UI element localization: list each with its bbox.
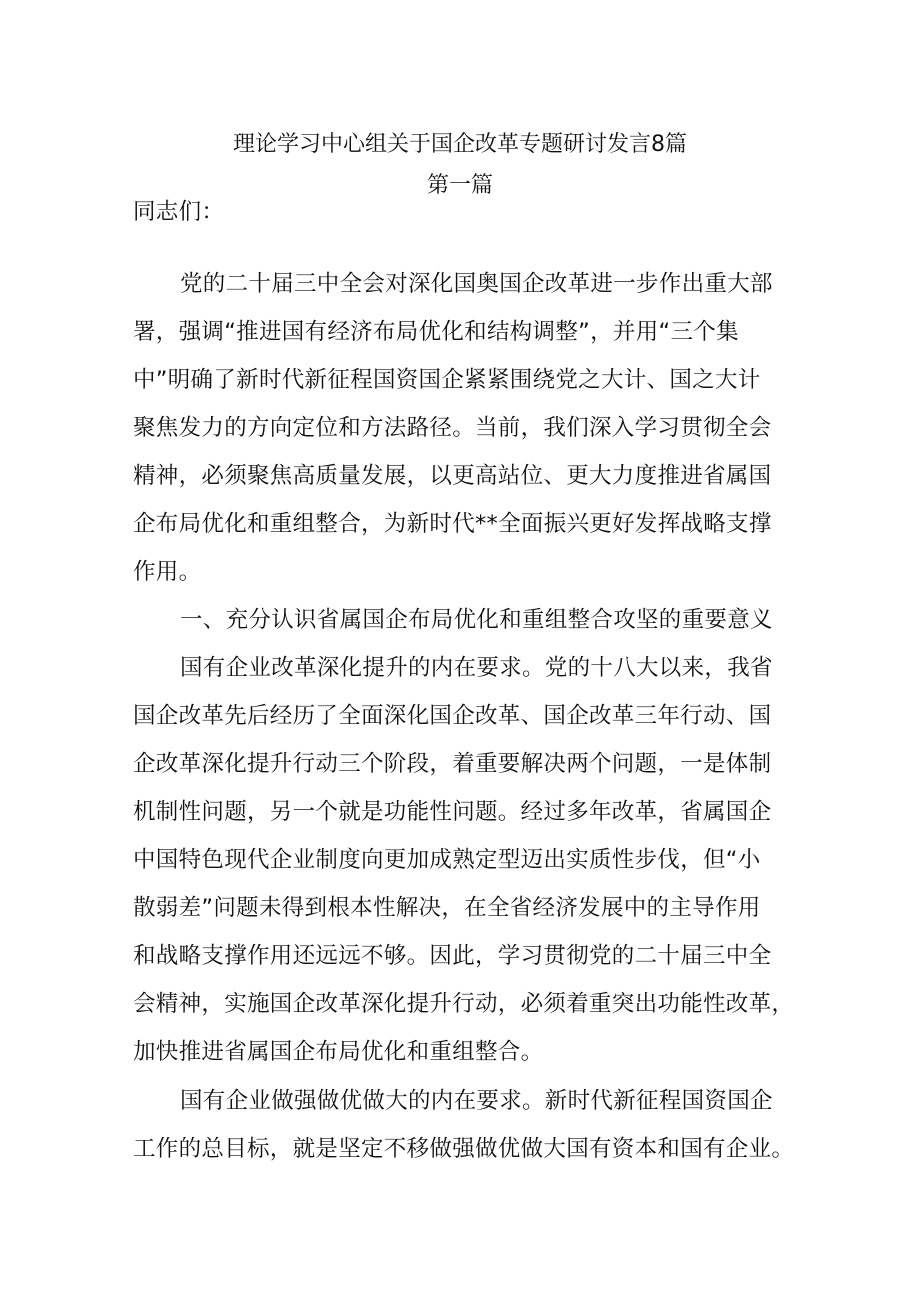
paragraph-line: 会精神，实施国企改革深化提升行动，必须着重突出功能性改革， bbox=[133, 991, 795, 1017]
section-heading-line: 一、充分认识省属国企布局优化和重组整合攻坚的重要意义 bbox=[180, 607, 773, 633]
paragraph-line: 企布局优化和重组整合，为新时代**全面振兴更好发挥战略支撑 bbox=[133, 511, 772, 537]
section-heading-1 bbox=[133, 596, 793, 644]
paragraph-line: 中”明确了新时代新征程国资国企紧紧围绕党之大计、国之大计 bbox=[133, 367, 761, 393]
paragraph-line: 散弱差”问题未得到根本性解决，在全省经济发展中的主导作用 bbox=[133, 895, 761, 921]
paragraph-line: 机制性问题，另一个就是功能性问题。经过多年改革，省属国企 bbox=[133, 799, 772, 825]
paragraph-line: 党的二十届三中全会对深化国奥国企改革进一步作出重大部 bbox=[180, 271, 773, 297]
document-subtitle: 第一篇 bbox=[426, 173, 493, 198]
paragraph-line: 和战略支撑作用还远远不够。因此，学习贯彻党的二十届三中全 bbox=[133, 943, 772, 969]
paragraph-line: 中国特色现代企业制度向更加成熟定型迈出实质性步伐，但“小 bbox=[133, 847, 761, 873]
paragraph-line: 工作的总目标，就是坚定不移做强做优做大国有资本和国有企业。 bbox=[133, 1136, 795, 1162]
paragraph-line: 精神，必须聚焦高质量发展，以更高站位、更大力度推进省属国 bbox=[133, 463, 772, 489]
paragraph-line: 国有企业改革深化提升的内在要求。党的十八大以来，我省 bbox=[180, 655, 773, 681]
paragraph-1 bbox=[133, 260, 793, 596]
salutation-line: 同志们： bbox=[133, 199, 225, 225]
document-title: 理论学习中心组关于国企改革专题研讨发言8篇 bbox=[233, 132, 687, 157]
paragraph-line: 作用。 bbox=[133, 559, 202, 585]
paragraph-line: 国企改革先后经历了全面深化国企改革、国企改革三年行动、国 bbox=[133, 703, 772, 729]
paragraph-line: 企改革深化提升行动三个阶段，着重要解决两个问题，一是体制 bbox=[133, 751, 772, 777]
paragraph-line: 加快推进省属国企布局优化和重组整合。 bbox=[133, 1039, 544, 1065]
paragraph-line: 聚焦发力的方向定位和方法路径。当前，我们深入学习贯彻全会 bbox=[133, 415, 772, 441]
salutation bbox=[133, 188, 793, 236]
paragraph-3 bbox=[133, 1077, 793, 1173]
paragraph-2 bbox=[133, 644, 793, 1076]
paragraph-line: 国有企业做强做优做大的内在要求。新时代新征程国资国企 bbox=[180, 1088, 773, 1114]
paragraph-line: 署，强调“推进国有经济布局优化和结构调整”，并用“三个集 bbox=[133, 319, 739, 345]
